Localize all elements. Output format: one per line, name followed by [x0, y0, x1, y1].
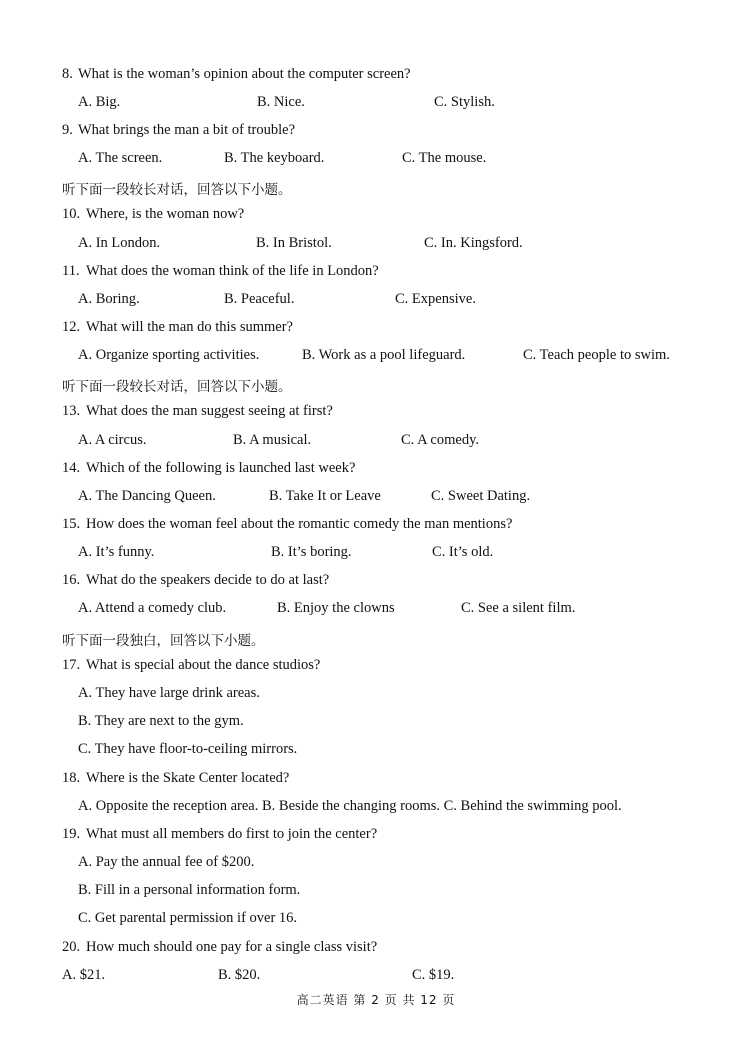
question-19-option-b — [0, 882, 752, 904]
option-b: B. Take It or Leave — [269, 488, 381, 504]
question-11-number: 11. — [62, 263, 80, 279]
option-b: B. Nice. — [257, 94, 305, 110]
question-9-number: 9. — [62, 122, 73, 138]
question-12 — [0, 319, 752, 341]
option-c: C. It’s old. — [432, 544, 494, 560]
question-16-number: 16. — [62, 572, 81, 588]
option-a: A. The Dancing Queen. — [78, 488, 216, 504]
option-c: C. Stylish. — [434, 94, 495, 110]
question-17-number: 17. — [62, 657, 81, 673]
question-8 — [0, 66, 752, 88]
question-12-options — [0, 347, 752, 369]
option-b: B. In Bristol. — [256, 235, 332, 251]
question-8-text: What is the woman’s opinion about the computer screen? — [78, 66, 411, 82]
option-a: A. Big. — [78, 94, 121, 110]
question-19-option-a — [0, 854, 752, 876]
option-b: B. It’s boring. — [271, 544, 352, 560]
option-c: C. They have floor-to-ceiling mirrors. — [78, 741, 298, 757]
instruction-long-dialogue — [0, 375, 752, 397]
question-9-text: What brings the man a bit of trouble? — [78, 122, 296, 138]
question-8-number: 8. — [62, 66, 73, 82]
option-c: C. $19. — [412, 967, 455, 983]
question-13 — [0, 403, 752, 425]
question-17-text: What is special about the dance studios? — [86, 657, 321, 673]
option-b: B. The keyboard. — [224, 150, 325, 166]
question-18-options — [0, 798, 752, 820]
question-15-options — [0, 544, 752, 566]
question-10-text: Where, is the woman now? — [86, 206, 245, 222]
question-10 — [0, 206, 752, 228]
instruction-monologue — [0, 629, 752, 651]
option-a: A. It’s funny. — [78, 544, 155, 560]
question-16 — [0, 572, 752, 594]
question-20-text: How much should one pay for a single class visit? — [86, 939, 378, 955]
question-8-options — [0, 94, 752, 116]
option-b: B. A musical. — [233, 432, 312, 448]
question-15-number: 15. — [62, 516, 81, 532]
question-9 — [0, 122, 752, 144]
option-c: C. Get parental permission if over 16. — [78, 910, 298, 926]
option-b: B. Fill in a personal information form. — [78, 882, 301, 898]
option-a: A. They have large drink areas. — [78, 685, 260, 701]
question-20-options — [0, 967, 752, 989]
instruction-text: 听下面一段独白，回答以下小题。 — [62, 633, 265, 649]
option-a: A. Pay the annual fee of $200. — [78, 854, 255, 870]
option-c: C. See a silent film. — [461, 600, 576, 616]
option-c: C. Sweet Dating. — [431, 488, 531, 504]
question-16-text: What do the speakers decide to do at last? — [86, 572, 330, 588]
option-b: B. Work as a pool lifeguard. — [302, 347, 466, 363]
question-9-options — [0, 150, 752, 172]
question-18 — [0, 770, 752, 792]
question-11 — [0, 263, 752, 285]
option-a: A. A circus. — [78, 432, 147, 448]
question-19-number: 19. — [62, 826, 81, 842]
option-a: A. The screen. — [78, 150, 163, 166]
instruction-text: 听下面一段较长对话，回答以下小题。 — [62, 379, 292, 395]
question-11-options — [0, 291, 752, 313]
question-14 — [0, 460, 752, 482]
instruction-long-dialogue — [0, 178, 752, 200]
option-a: A. Organize sporting activities. — [78, 347, 260, 363]
question-20-number: 20. — [62, 939, 81, 955]
option-b: B. $20. — [218, 967, 261, 983]
question-12-number: 12. — [62, 319, 81, 335]
question-17 — [0, 657, 752, 679]
option-a: A. $21. — [62, 967, 106, 983]
question-17-option-b — [0, 713, 752, 735]
option-b: B. Enjoy the clowns — [277, 600, 395, 616]
question-11-text: What does the woman think of the life in London? — [86, 263, 379, 279]
option-c: C. A comedy. — [401, 432, 480, 448]
instruction-text: 听下面一段较长对话，回答以下小题。 — [62, 182, 292, 198]
question-14-number: 14. — [62, 460, 81, 476]
question-19-text: What must all members do first to join the center? — [86, 826, 378, 842]
option-c: C. Expensive. — [395, 291, 476, 307]
question-13-text: What does the man suggest seeing at first? — [86, 403, 333, 419]
question-13-number: 13. — [62, 403, 81, 419]
option-a-b-c: A. Opposite the reception area. B. Beside the changing rooms. C. Behind the swimming pool. — [78, 798, 622, 814]
question-17-option-a — [0, 685, 752, 707]
question-10-number: 10. — [62, 206, 81, 222]
question-13-options — [0, 432, 752, 454]
question-16-options — [0, 600, 752, 622]
question-20 — [0, 939, 752, 961]
question-19-option-c — [0, 910, 752, 932]
option-a: A. In London. — [78, 235, 161, 251]
question-18-text: Where is the Skate Center located? — [86, 770, 290, 786]
question-14-options — [0, 488, 752, 510]
question-15 — [0, 516, 752, 538]
page-footer: 高二英语 第 2 页 共 12 页 — [296, 993, 456, 1007]
question-10-options — [0, 235, 752, 257]
option-c: C. The mouse. — [402, 150, 487, 166]
question-19 — [0, 826, 752, 848]
option-c: C. Teach people to swim. — [523, 347, 670, 363]
question-12-text: What will the man do this summer? — [86, 319, 293, 335]
question-15-text: How does the woman feel about the romantic comedy the man mentions? — [86, 516, 513, 532]
option-a: A. Boring. — [78, 291, 140, 307]
option-b: B. Peaceful. — [224, 291, 295, 307]
option-b: B. They are next to the gym. — [78, 713, 244, 729]
option-c: C. In. Kingsford. — [424, 235, 523, 251]
question-14-text: Which of the following is launched last week? — [86, 460, 356, 476]
option-a: A. Attend a comedy club. — [78, 600, 227, 616]
question-18-number: 18. — [62, 770, 81, 786]
question-17-option-c — [0, 741, 752, 763]
